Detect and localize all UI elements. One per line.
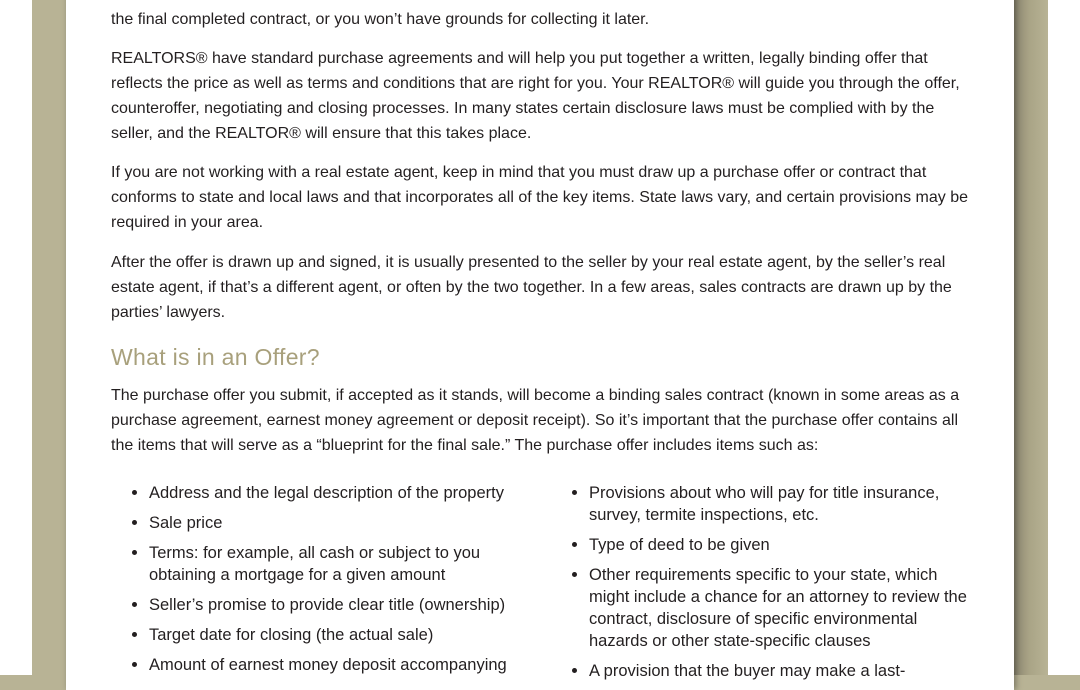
list-item: Provisions about who will pay for title insurance, survey, termite inspections, etc. (551, 482, 971, 526)
list-item: Type of deed to be given (551, 534, 971, 556)
list-item: Sale price (111, 512, 551, 534)
bullet-dot (572, 490, 577, 495)
bullet-dot (132, 602, 137, 607)
bullet-dot (132, 490, 137, 495)
bullet-dot (132, 520, 137, 525)
paragraph-fragment: the final completed contract, or you won’t have grounds for collecting it later. (111, 11, 650, 28)
bullet-list-right (551, 482, 971, 690)
list-item: Amount of earnest money deposit accompanying (111, 654, 551, 676)
right-border (1048, 0, 1080, 675)
left-border (0, 0, 32, 675)
bullet-dot (132, 632, 137, 637)
section-heading: What is in an Offer? (111, 344, 320, 370)
list-item: Other requirements specific to your state, which might include a chance for an attorney to review the contract, disclosure of specific environmental hazards or other state-specific clauses (551, 564, 971, 652)
list-item: Address and the legal description of the property (111, 482, 551, 504)
bullet-dot (132, 550, 137, 555)
list-item: A provision that the buyer may make a last- (551, 660, 971, 682)
paragraph-realtors: REALTORS® have standard purchase agreements and will help you put together a written, legally binding offer that reflects the price as well as terms and conditions that are right for you. Your REALTOR® will guide you through the offer, counteroffer, negotiating and closing processes. In many states certain disclosure laws must be complied with by the seller, and the REALTOR® will ensure that this takes place. (111, 50, 960, 142)
paragraph-no-agent: If you are not working with a real estate agent, keep in mind that you must draw up a purchase offer or contract that conforms to state and local laws and that incorporates all of the key items. State laws vary, and certain provisions may be required in your area. (111, 164, 969, 231)
paragraph-after-offer: After the offer is drawn up and signed, it is usually presented to the seller by your real estate agent, by the seller’s real estate agent, if that’s a different agent, or often by the two together. In a few areas, sales contracts are drawn up by the parties’ lawyers. (111, 254, 952, 321)
bullet-dot (572, 572, 577, 577)
bullet-dot (132, 662, 137, 667)
bullet-dot (572, 668, 577, 673)
bullet-dot (572, 542, 577, 547)
list-item: Target date for closing (the actual sale) (111, 624, 551, 646)
list-item: Terms: for example, all cash or subject to you obtaining a mortgage for a given amount (111, 542, 551, 586)
paragraph-intro: The purchase offer you submit, if accepted as it stands, will become a binding sales contract (known in some areas as a purchase agreement, earnest money agreement or deposit receipt). So it’s important that the purchase offer contains all the items that will serve as a “blueprint for the final sale.” The purchase offer includes items such as: (111, 387, 960, 454)
page-shadow (1014, 0, 1048, 675)
list-item: Seller’s promise to provide clear title (ownership) (111, 594, 551, 616)
bullet-list-left (111, 482, 551, 684)
